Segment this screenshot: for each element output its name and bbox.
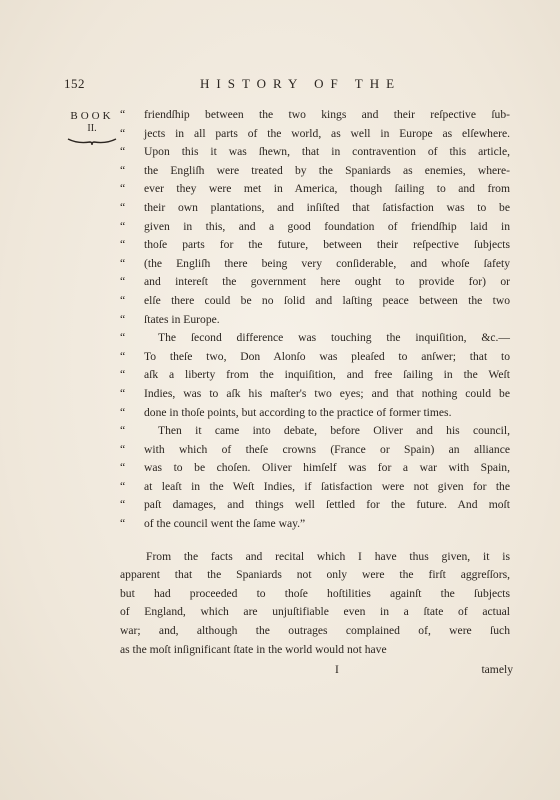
line-text: To theſe two, Don Alonſo was pleaſed to anſwer; that to <box>144 349 510 363</box>
page-number: 152 <box>64 76 85 91</box>
margin-volume-label: II. <box>87 123 97 134</box>
line-text: The ſecond difference was touching the inquiſition, &c.— <box>158 331 510 345</box>
line-text: done in thoſe points, but according to the practice of former times. <box>144 405 452 419</box>
quote-mark: “ <box>120 182 126 196</box>
line-text: jects in all parts of the world, as well in Europe as elſewhere. <box>144 126 510 140</box>
text-line <box>120 143 510 162</box>
paragraph <box>120 548 510 660</box>
quote-mark: “ <box>120 312 126 326</box>
line-text: war; and, although the outrages complained of, were ſuch <box>120 624 510 638</box>
brace-ornament-icon <box>66 136 118 146</box>
text-line <box>120 218 510 237</box>
text-line <box>120 311 510 330</box>
line-text: of England, which are unjuſtifiable even in a ſtate of actual <box>120 605 510 619</box>
quote-mark: “ <box>120 256 126 270</box>
text-line <box>120 199 510 218</box>
quote-mark: “ <box>120 405 126 419</box>
quote-mark: “ <box>120 349 126 363</box>
signature-mark: I <box>335 663 339 676</box>
line-text: thoſe parts for the future, between their reſpective ſubjects <box>144 238 510 252</box>
text-line <box>120 273 510 292</box>
line-text: and intereſt the government here ought to provide for) or <box>144 275 510 289</box>
text-line <box>120 404 510 423</box>
line-text: their own plantations, and inſiſted that ſatisfaction was to be <box>144 200 510 214</box>
text-line <box>120 603 510 622</box>
text-line <box>120 515 510 534</box>
line-text: elſe there could be no ſolid and laſting peace between the two <box>144 293 510 307</box>
quote-mark: “ <box>120 424 126 438</box>
line-text: From the facts and recital which I have thus given, it is <box>146 549 510 563</box>
quote-mark: “ <box>120 442 126 456</box>
paragraph-gap <box>120 534 510 548</box>
line-text: (the Engliſh there being very conſiderable, and whoſe ſafety <box>144 256 510 270</box>
quote-mark: “ <box>120 126 126 140</box>
line-text: paſt damages, and things well ſettled for the future. And moſt <box>144 498 510 512</box>
line-text: Upon this it was ſhewn, that in contravention of this article, <box>144 145 510 159</box>
quote-mark: “ <box>120 293 126 307</box>
text-line <box>120 385 510 404</box>
text-line <box>120 180 510 199</box>
text-line <box>120 622 510 641</box>
quote-mark: “ <box>120 517 126 531</box>
quote-mark: “ <box>120 479 126 493</box>
text-line <box>120 162 510 181</box>
line-text: but had proceeded to thoſe hoſtilities againſt the ſubjects <box>120 586 510 600</box>
body-text <box>120 106 510 659</box>
text-line <box>120 585 510 604</box>
line-text: Indies, was to aſk his maſter's two eyes; and that nothing could be <box>144 386 510 400</box>
quote-mark: “ <box>120 219 126 233</box>
text-line <box>120 441 510 460</box>
quote-mark: “ <box>120 386 126 400</box>
text-line <box>120 292 510 311</box>
line-text: the Engliſh were treated by the Spaniards as enemies, where- <box>144 163 510 177</box>
quote-mark: “ <box>120 275 126 289</box>
catchword: tamely <box>481 663 513 676</box>
paragraph <box>120 329 510 422</box>
margin-note <box>62 110 122 146</box>
line-text: Then it came into debate, before Oliver and his council, <box>158 424 510 438</box>
line-text: ever they were met in America, though ſailing to and from <box>144 182 510 196</box>
quote-mark: “ <box>120 163 126 177</box>
text-line <box>120 125 510 144</box>
text-line <box>120 348 510 367</box>
line-text: with which of theſe crowns (France or Spain) an alliance <box>144 442 510 456</box>
line-text: aſk a liberty from the inquiſition, and free ſailing in the Weſt <box>144 368 510 382</box>
line-text: of the council went the ſame way.” <box>144 517 306 531</box>
text-line <box>120 329 510 348</box>
text-line <box>120 496 510 515</box>
quote-mark: “ <box>120 145 126 159</box>
quote-mark: “ <box>120 108 126 121</box>
quote-mark: “ <box>120 200 126 214</box>
text-line <box>120 459 510 478</box>
paragraph <box>120 106 510 329</box>
paragraph <box>120 422 510 534</box>
text-line <box>120 106 510 125</box>
margin-book-label: BOOK <box>70 110 114 122</box>
text-line <box>120 422 510 441</box>
text-line <box>120 236 510 255</box>
text-line <box>120 255 510 274</box>
text-line <box>120 478 510 497</box>
text-line <box>120 548 510 567</box>
running-head: HISTORY OF THE <box>200 76 402 91</box>
line-text: as the moſt inſignificant ſtate in the world would not have <box>120 642 387 656</box>
text-line <box>120 641 510 660</box>
quote-mark: “ <box>120 238 126 252</box>
line-text: apparent that the Spaniards not only were the firſt aggreſſors, <box>120 568 510 582</box>
quote-mark: “ <box>120 331 126 345</box>
page-header <box>0 76 560 96</box>
line-text: was to be choſen. Oliver himſelf was for a war with Spain, <box>144 461 510 475</box>
line-text: ſtates in Europe. <box>144 312 220 326</box>
line-text: given in this, and a good foundation of friendſhip laid in <box>144 219 510 233</box>
quote-mark: “ <box>120 461 126 475</box>
text-line <box>120 366 510 385</box>
quote-mark: “ <box>120 368 126 382</box>
line-text: at leaſt in the Weſt Indies, if ſatisfaction were not given for the <box>144 479 510 493</box>
line-text: friendſhip between the two kings and their reſpective ſub- <box>144 108 510 121</box>
text-line <box>120 566 510 585</box>
quote-mark: “ <box>120 498 126 512</box>
